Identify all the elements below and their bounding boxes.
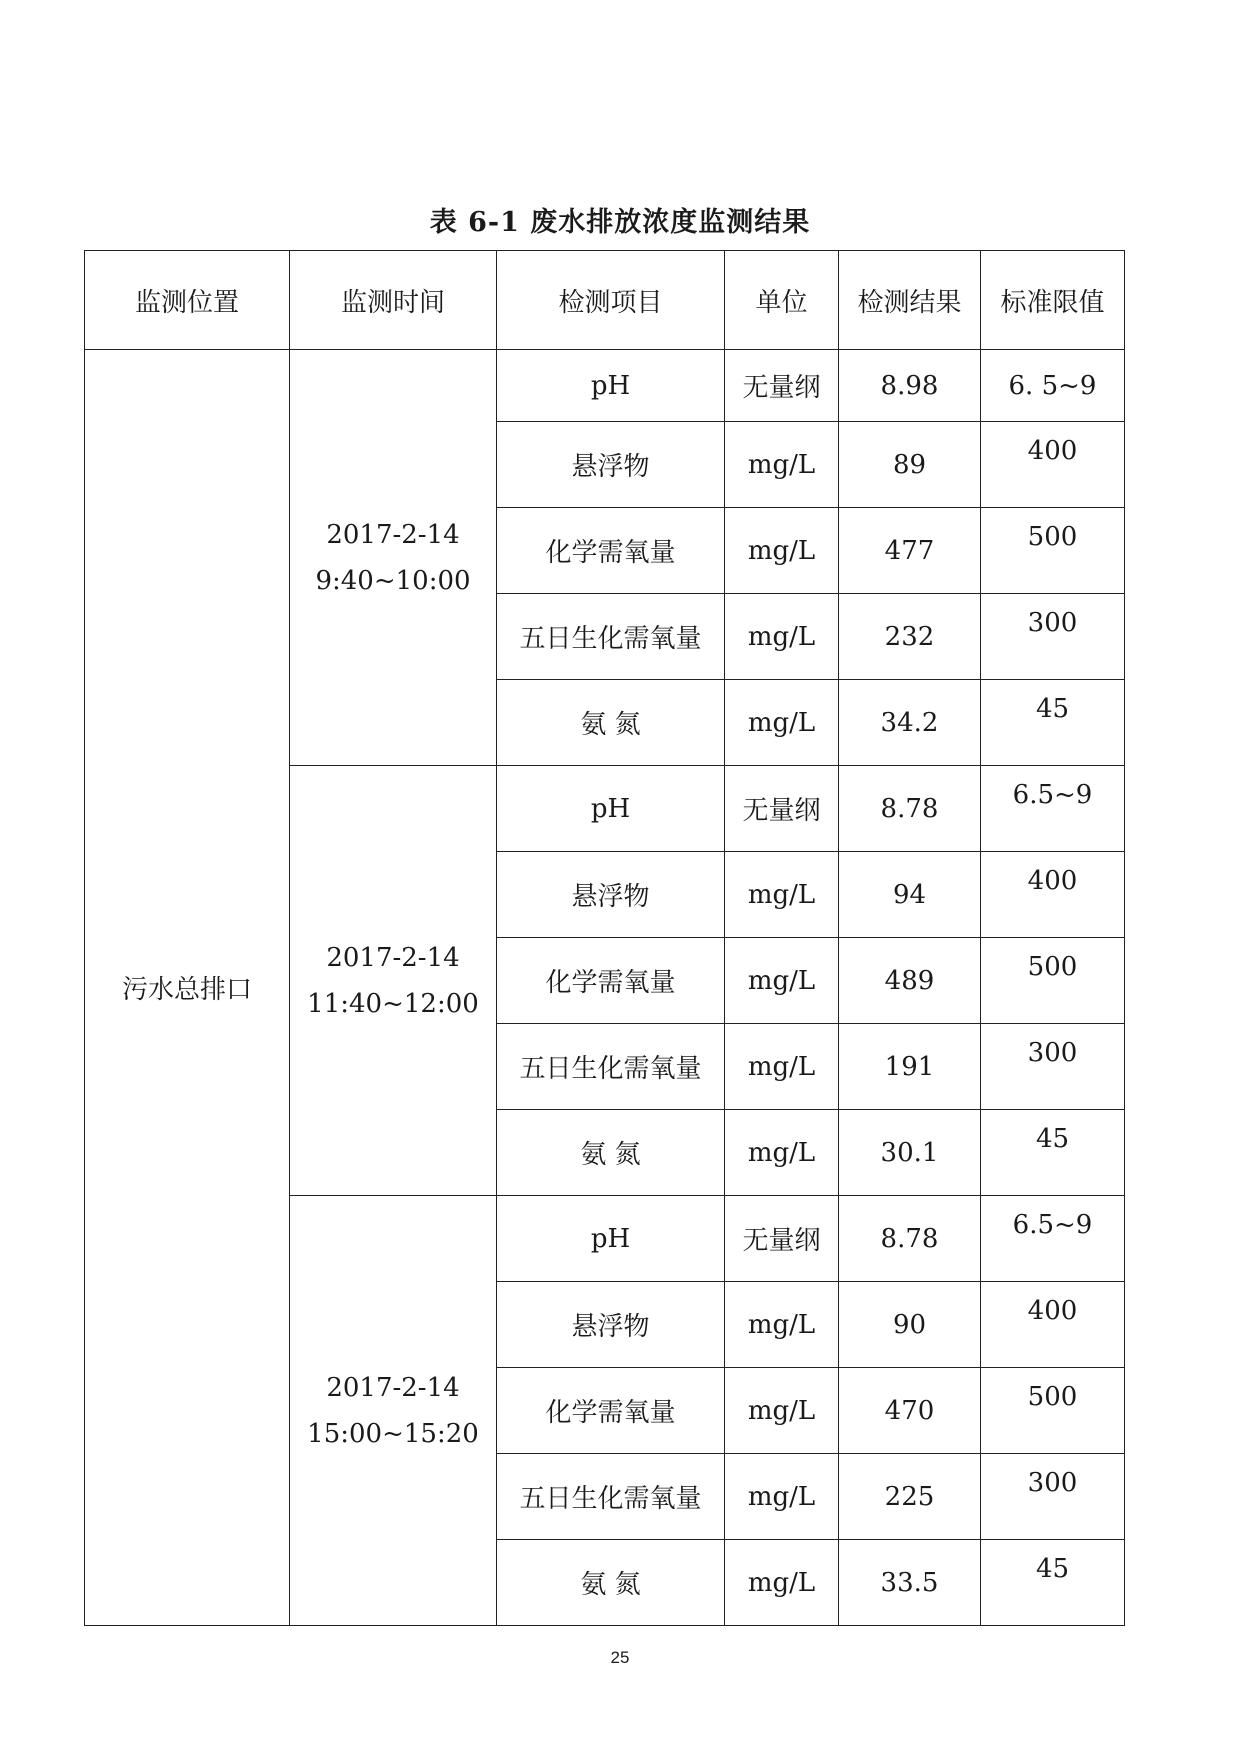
limit-cell: 45 xyxy=(981,1540,1125,1626)
limit-cell: 300 xyxy=(981,594,1125,680)
result-cell: 8.78 xyxy=(839,1196,981,1282)
unit-cell: 无量纲 xyxy=(725,350,839,422)
limit-cell: 300 xyxy=(981,1454,1125,1540)
unit-cell: mg/L xyxy=(725,852,839,938)
location-cell: 污水总排口 xyxy=(85,350,290,1626)
limit-cell: 500 xyxy=(981,508,1125,594)
limit-cell: 6.5~9 xyxy=(981,1196,1125,1282)
item-cell: 五日生化需氧量 xyxy=(497,1454,725,1540)
header-time: 监测时间 xyxy=(290,251,497,350)
unit-cell: mg/L xyxy=(725,1454,839,1540)
result-cell: 477 xyxy=(839,508,981,594)
table-row xyxy=(85,350,1125,422)
unit-cell: mg/L xyxy=(725,1368,839,1454)
unit-cell: mg/L xyxy=(725,594,839,680)
result-cell: 191 xyxy=(839,1024,981,1110)
limit-cell: 45 xyxy=(981,1110,1125,1196)
header-location: 监测位置 xyxy=(85,251,290,350)
result-cell: 34.2 xyxy=(839,680,981,766)
time-range: 11:40~12:00 xyxy=(307,988,479,1019)
item-cell: 化学需氧量 xyxy=(497,1368,725,1454)
result-cell: 8.98 xyxy=(839,350,981,422)
item-cell: 氨 氮 xyxy=(497,1110,725,1196)
time-cell xyxy=(290,766,497,1196)
unit-cell: mg/L xyxy=(725,1282,839,1368)
limit-cell: 300 xyxy=(981,1024,1125,1110)
limit-cell: 6.5~9 xyxy=(981,766,1125,852)
result-cell: 232 xyxy=(839,594,981,680)
time-range: 9:40~10:00 xyxy=(315,565,471,596)
unit-cell: 无量纲 xyxy=(725,1196,839,1282)
header-row xyxy=(85,251,1125,350)
item-cell: 化学需氧量 xyxy=(497,938,725,1024)
unit-cell: mg/L xyxy=(725,1540,839,1626)
item-cell: 悬浮物 xyxy=(497,852,725,938)
time-cell xyxy=(290,1196,497,1626)
result-cell: 33.5 xyxy=(839,1540,981,1626)
limit-cell: 400 xyxy=(981,422,1125,508)
limit-cell: 500 xyxy=(981,938,1125,1024)
header-item: 检测项目 xyxy=(497,251,725,350)
unit-cell: mg/L xyxy=(725,1110,839,1196)
limit-cell: 400 xyxy=(981,1282,1125,1368)
time-date: 2017-2-14 xyxy=(326,942,460,973)
time-range: 15:00~15:20 xyxy=(307,1418,479,1449)
item-cell: pH xyxy=(497,1196,725,1282)
item-cell: pH xyxy=(497,766,725,852)
header-unit: 单位 xyxy=(725,251,839,350)
item-cell: 五日生化需氧量 xyxy=(497,1024,725,1110)
unit-cell: mg/L xyxy=(725,422,839,508)
item-cell: 悬浮物 xyxy=(497,422,725,508)
monitoring-results-table xyxy=(84,250,1125,1626)
time-date: 2017-2-14 xyxy=(326,519,460,550)
result-cell: 225 xyxy=(839,1454,981,1540)
table-title: 表 6-1 废水排放浓度监测结果 xyxy=(429,207,811,238)
unit-cell: mg/L xyxy=(725,680,839,766)
result-cell: 470 xyxy=(839,1368,981,1454)
result-cell: 89 xyxy=(839,422,981,508)
unit-cell: mg/L xyxy=(725,938,839,1024)
time-date: 2017-2-14 xyxy=(326,1372,460,1403)
header-result: 检测结果 xyxy=(839,251,981,350)
unit-cell: mg/L xyxy=(725,1024,839,1110)
page-number: 25 xyxy=(610,1648,630,1667)
item-cell: 悬浮物 xyxy=(497,1282,725,1368)
time-cell xyxy=(290,350,497,766)
limit-cell: 45 xyxy=(981,680,1125,766)
result-cell: 90 xyxy=(839,1282,981,1368)
item-cell: 氨 氮 xyxy=(497,680,725,766)
unit-cell: mg/L xyxy=(725,508,839,594)
unit-cell: 无量纲 xyxy=(725,766,839,852)
item-cell: pH xyxy=(497,350,725,422)
limit-cell: 500 xyxy=(981,1368,1125,1454)
result-cell: 489 xyxy=(839,938,981,1024)
item-cell: 化学需氧量 xyxy=(497,508,725,594)
item-cell: 氨 氮 xyxy=(497,1540,725,1626)
limit-cell: 6. 5~9 xyxy=(981,350,1125,422)
item-cell: 五日生化需氧量 xyxy=(497,594,725,680)
header-limit: 标准限值 xyxy=(981,251,1125,350)
limit-cell: 400 xyxy=(981,852,1125,938)
result-cell: 30.1 xyxy=(839,1110,981,1196)
result-cell: 8.78 xyxy=(839,766,981,852)
result-cell: 94 xyxy=(839,852,981,938)
